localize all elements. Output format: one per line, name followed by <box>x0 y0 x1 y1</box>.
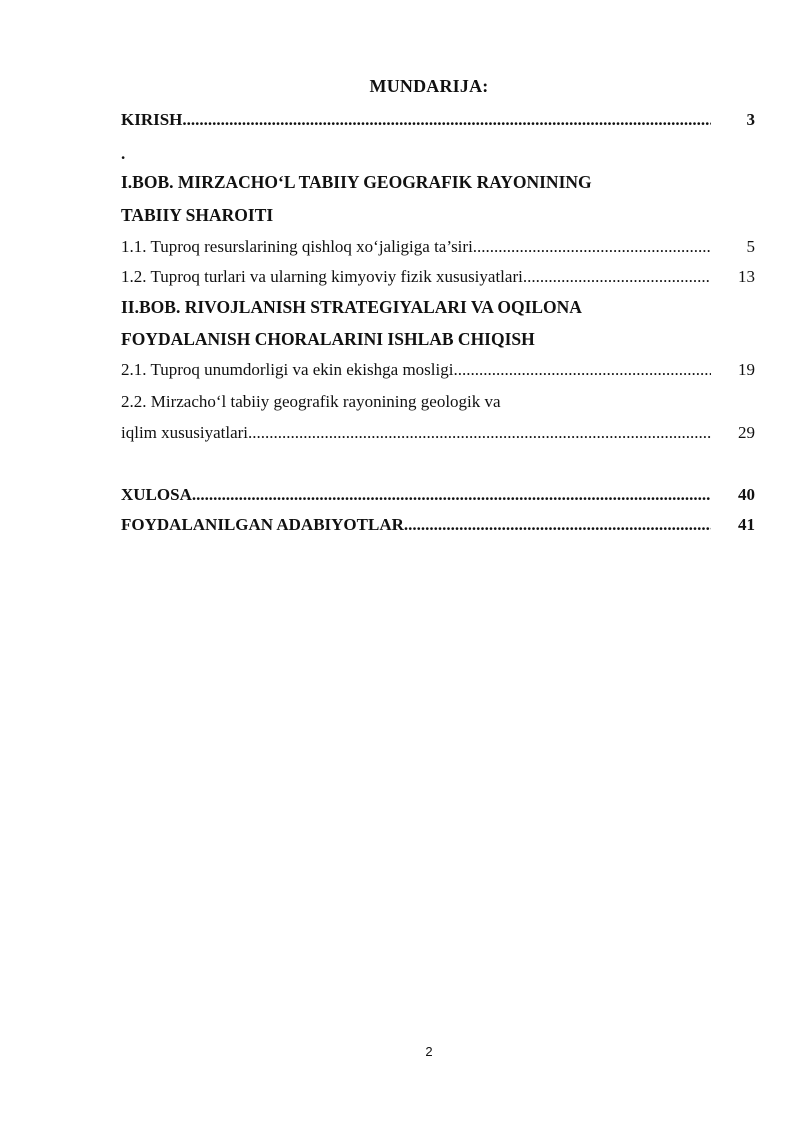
chapter-2-heading-line-2[interactable]: FOYDALANISH CHORALARINI ISHLAB CHIQISH <box>121 329 535 349</box>
dot-leader <box>473 235 711 259</box>
dot-leader <box>248 421 711 445</box>
toc-label: 2.1. Tuproq unumdorligi va ekin ekishga mosligi <box>121 360 454 379</box>
toc-page-number: 29 <box>738 423 755 442</box>
toc-label: 1.2. Tuproq turlari va ularning kimyoviy fizik xususiyatlari <box>121 267 523 286</box>
dot-leader <box>453 358 711 382</box>
document-title: MUNDARIJA: <box>369 76 489 96</box>
toc-label: 1.1. Tuproq resurslarining qishloq xo‘jaligiga ta’siri <box>121 237 473 256</box>
toc-page-number: 41 <box>738 515 755 534</box>
toc-label: XULOSA <box>121 485 192 504</box>
toc-entry-kirish[interactable] <box>121 108 755 132</box>
toc-page-number: 40 <box>738 485 755 504</box>
chapter-2-heading-line-1[interactable]: II.BOB. RIVOJLANISH STRATEGIYALARI VA OQILONA <box>121 297 582 317</box>
toc-label: iqlim xususiyatlari <box>121 423 249 442</box>
dot-leader <box>182 108 711 132</box>
toc-entry-adabiyotlar[interactable] <box>121 513 755 537</box>
toc-page-number: 5 <box>746 237 755 256</box>
toc-page-number: 3 <box>746 110 755 129</box>
toc-label: KIRISH <box>121 110 183 129</box>
dot-leader <box>523 265 711 289</box>
chapter-1-heading-line-1[interactable]: I.BOB. MIRZACHO‘L TABIIY GEOGRAFIK RAYONINING <box>121 172 592 192</box>
toc-page-number: 19 <box>738 360 755 379</box>
toc-entry-1-2[interactable] <box>121 265 755 289</box>
stray-mark: . <box>121 144 126 163</box>
toc-entry-2-2-line-1[interactable]: 2.2. Mirzacho‘l tabiiy geografik rayonining geologik va <box>121 392 501 411</box>
page-footer-number: 2 <box>425 1044 433 1059</box>
toc-entry-1-1[interactable] <box>121 235 755 259</box>
toc-entry-xulosa[interactable] <box>121 483 755 507</box>
dot-leader <box>192 483 711 507</box>
toc-label: FOYDALANILGAN ADABIYOTLAR <box>121 515 404 534</box>
toc-entry-2-2[interactable] <box>121 421 755 445</box>
dot-leader <box>404 513 711 537</box>
chapter-1-heading-line-2[interactable]: TABIIY SHAROITI <box>121 205 274 225</box>
toc-entry-2-1[interactable] <box>121 358 755 382</box>
toc-page-number: 13 <box>738 267 755 286</box>
